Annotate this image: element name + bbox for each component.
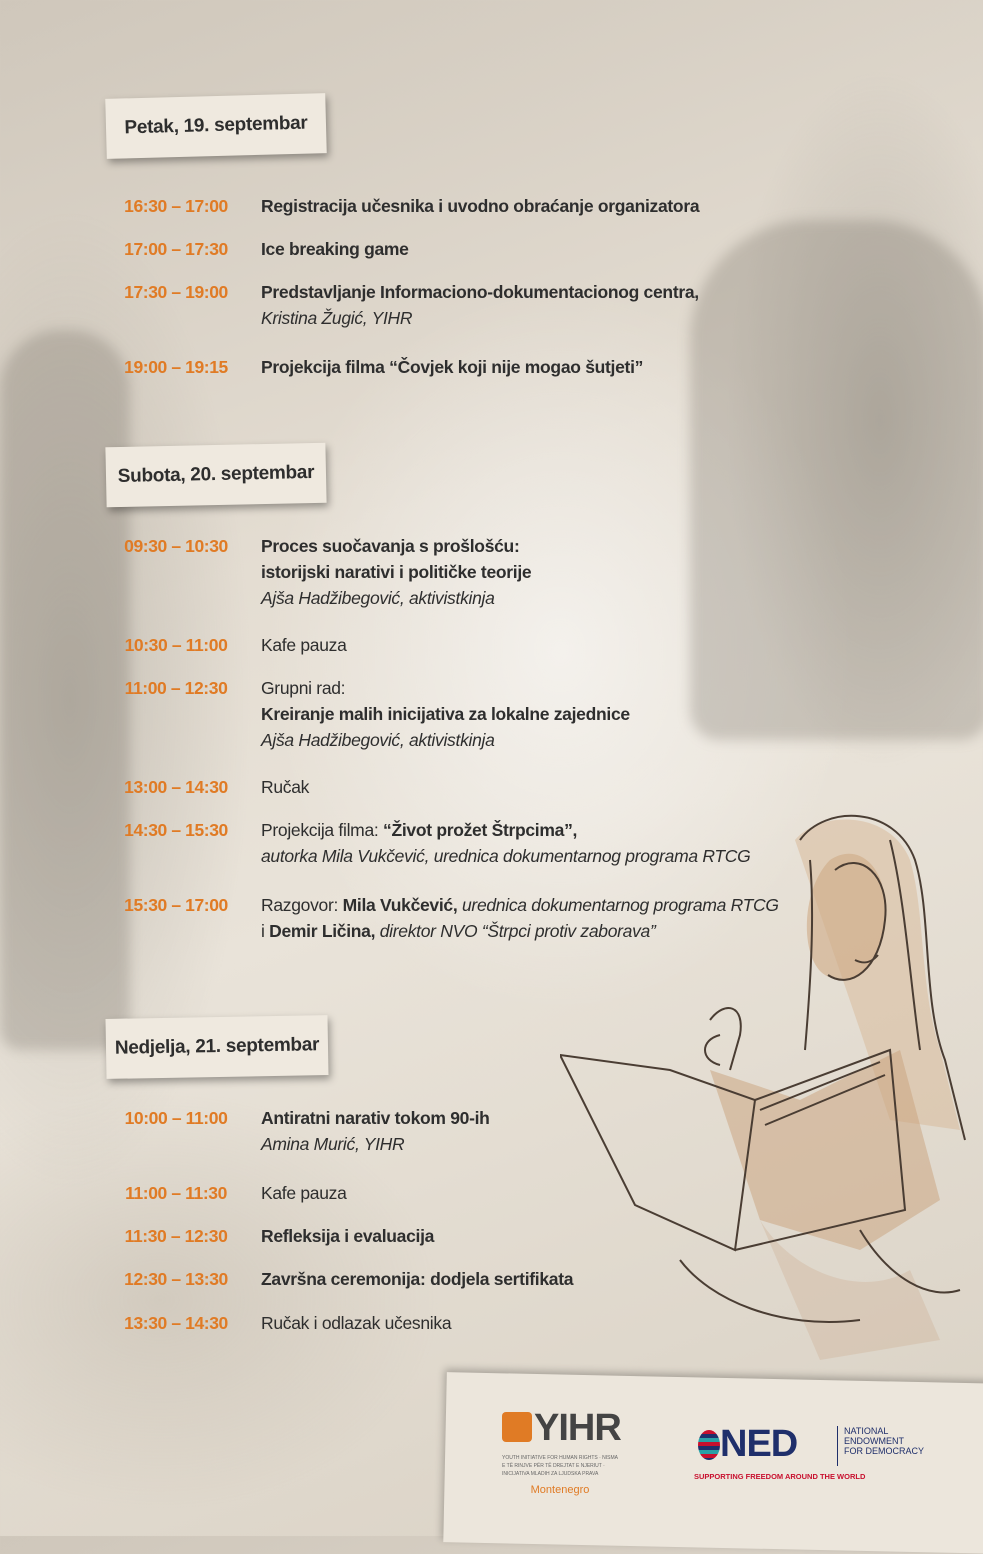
session-line [261, 239, 821, 265]
session-line [261, 562, 821, 588]
ned-name: NATIONAL ENDOWMENT FOR DEMOCRACY [844, 1426, 925, 1456]
day-label-saturday: Subota, 20. septembar [105, 443, 326, 508]
session-text: Mila Vukčević, [342, 895, 458, 915]
ned-logo [694, 1420, 934, 1490]
yihr-subtitle: YOUTH INITIATIVE FOR HUMAN RIGHTS · NISMA E TË RINJVE PËR TË DREJTAT E NJERIUT · INICIJATIVA MLADIH ZA LJUDSKA PRAVA [502, 1455, 618, 1477]
day-label-friday: Petak, 19. septembar [105, 93, 326, 159]
time-slot: 13:00 – 14:30 [124, 777, 228, 797]
session-text: Razgovor: [261, 895, 343, 915]
time-slot: 17:00 – 17:30 [124, 239, 228, 259]
session-description [261, 678, 821, 756]
time-slot: 10:00 – 11:00 [124, 1108, 228, 1128]
session-text: Projekcija filma “Čovjek koji nije mogao šutjeti” [261, 357, 644, 377]
session-description [261, 282, 821, 334]
session-text: Registracija učesnika i uvodno obraćanje organizatora [261, 196, 700, 216]
session-text: Grupni rad: [261, 678, 346, 698]
session-description [261, 635, 821, 661]
silhouette-left [0, 330, 130, 1050]
speaker-text: urednica dokumentarnog programa RTCG [457, 895, 779, 915]
time-slot: 14:30 – 15:30 [124, 820, 228, 840]
ned-tagline: SUPPORTING FREEDOM AROUND THE WORLD [694, 1472, 866, 1481]
session-line [261, 635, 821, 661]
time-slot: 11:30 – 12:30 [124, 1226, 228, 1246]
time-slot: 16:30 – 17:00 [124, 196, 228, 216]
speaker-text: Kristina Žugić, YIHR [261, 308, 413, 328]
session-line [261, 282, 821, 308]
session-line [261, 730, 821, 756]
speaker-text: Ajša Hadžibegović, aktivistkinja [261, 730, 495, 750]
session-text: Ice breaking game [261, 239, 409, 259]
time-slot: 19:00 – 19:15 [124, 357, 228, 377]
time-slot: 17:30 – 19:00 [124, 282, 228, 302]
session-text: Kafe pauza [261, 1183, 347, 1203]
time-slot: 11:00 – 11:30 [125, 1183, 227, 1203]
ned-divider [837, 1426, 838, 1466]
session-description [261, 536, 821, 614]
reading-woman-illustration [560, 800, 980, 1360]
speaker-text: direktor NVO “Štrpci protiv zaborava” [375, 921, 656, 941]
time-slot: 12:30 – 13:30 [124, 1269, 228, 1289]
session-text: “Život prožet Štrpcima”, [383, 820, 578, 840]
time-slot: 13:30 – 14:30 [124, 1313, 228, 1333]
session-description [261, 357, 821, 383]
session-text: Antiratni narativ tokom 90-ih [261, 1108, 490, 1128]
time-slot: 09:30 – 10:30 [124, 536, 228, 556]
session-text: Kafe pauza [261, 635, 347, 655]
day-label-sunday: Nedjelja, 21. septembar [105, 1015, 328, 1079]
session-text: Ručak i odlazak učesnika [261, 1313, 452, 1333]
session-text: Završna ceremonija: dodjela sertifikata [261, 1269, 574, 1289]
yihr-country: Montenegro [530, 1484, 590, 1496]
yihr-emblem-icon [502, 1412, 532, 1442]
speaker-text: autorka Mila Vukčević, urednica dokumentarnog programa RTCG [261, 846, 751, 866]
session-line [261, 588, 821, 614]
session-text: Predstavljanje Informaciono-dokumentacionog centra, [261, 282, 699, 302]
session-text: Kreiranje malih inicijativa za lokalne zajednice [261, 704, 630, 724]
session-text: Ručak [261, 777, 310, 797]
session-description [261, 196, 821, 222]
session-line [261, 536, 821, 562]
speaker-text: Ajša Hadžibegović, aktivistkinja [261, 588, 495, 608]
yihr-logo-text: YIHR [534, 1407, 621, 1449]
session-line [261, 196, 821, 222]
time-slot: 15:30 – 17:00 [124, 895, 228, 915]
time-slot: 10:30 – 11:00 [124, 635, 228, 655]
ned-logo-text: NED [720, 1423, 798, 1465]
session-text: istorijski narativi i političke teorije [261, 562, 532, 582]
session-text: i [261, 921, 270, 941]
session-description [261, 239, 821, 265]
session-line [261, 678, 821, 704]
session-line [261, 357, 821, 383]
time-slot: 11:00 – 12:30 [124, 678, 228, 698]
session-text: Proces suočavanja s prošlošću: [261, 536, 520, 556]
session-text: Refleksija i evaluacija [261, 1226, 435, 1246]
session-line [261, 704, 821, 730]
session-text: Projekcija filma: [261, 820, 383, 840]
speaker-text: Amina Murić, YIHR [261, 1134, 405, 1154]
session-text: Demir Ličina, [269, 921, 376, 941]
yihr-logo [500, 1408, 620, 1498]
session-line [261, 308, 821, 334]
ned-globe-icon [698, 1430, 720, 1460]
